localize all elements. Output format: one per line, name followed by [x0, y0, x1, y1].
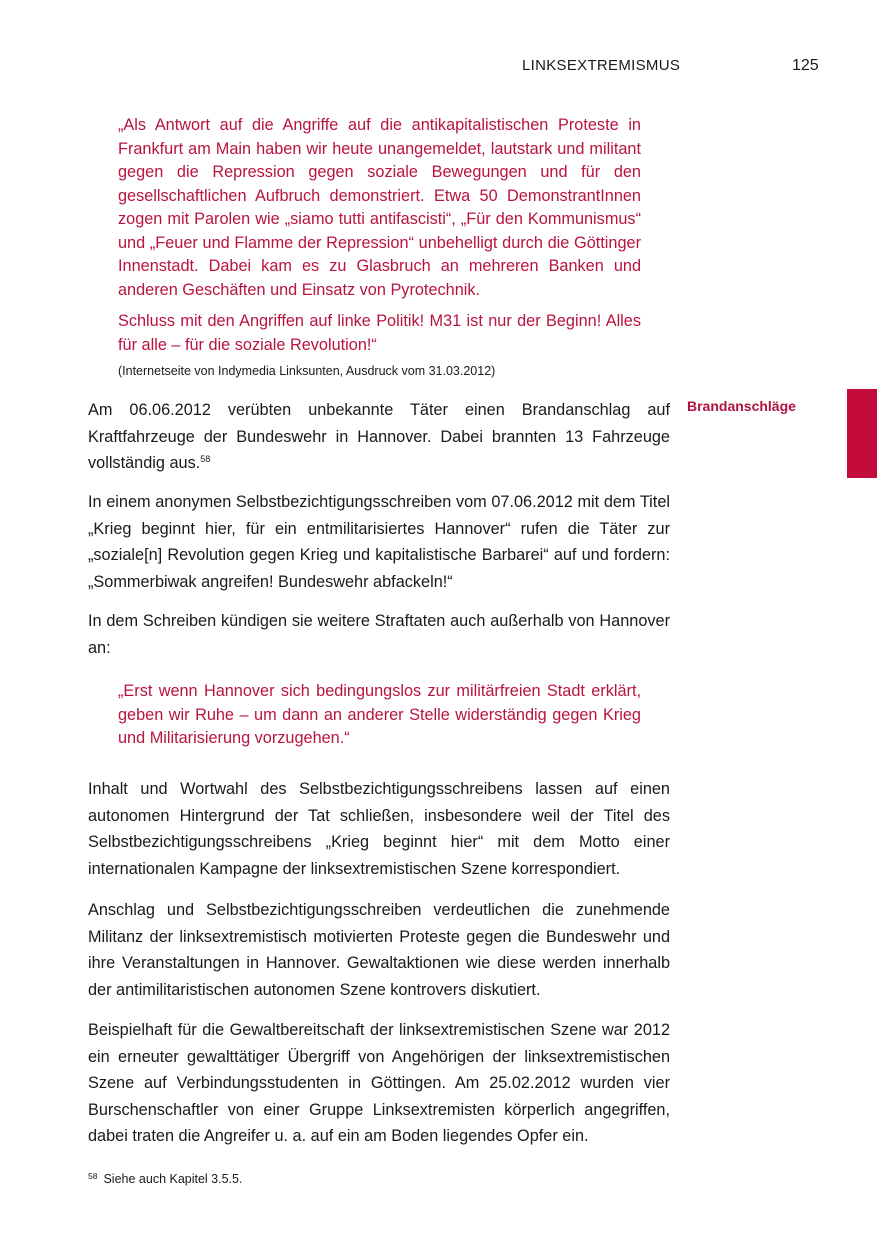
footnote-reference: 58	[200, 454, 211, 464]
body-paragraph	[88, 489, 670, 595]
chapter-side-tab	[847, 389, 877, 478]
paragraph-text: Beispielhaft für die Gewaltbereitschaft der linksextremistischen Szene war 2012 ein erneuter gewalttätiger Übergriff von Angehörigen der linksextremistischen Szene auf Verbindungsstudenten in Göttingen. Am 25.02.2012 wurden vier Burschenschaftler von einer Gruppe Linksextremisten körperlich angegriffen, dabei traten die Angreifer u. a. auf ein am Boden liegendes Opfer ein.	[88, 1021, 670, 1145]
quote-paragraph: „Als Antwort auf die Angriffe auf die antikapitalistischen Proteste in Frankfurt am Main haben wir heute unangemeldet, lautstark und militant gegen die Repression gegen soziale Bewegungen und für den gesellschaftlichen Aufbruch demonstriert. Etwa 50 DemonstrantInnen zogen mit Parolen wie „siamo tutti antifascisti“, „Für den Kommunismus“ und „Feuer und Flamme der Repression“ unbehelligt durch die Göttinger Innenstadt. Dabei kam es zu Glasbruch an mehreren Banken und anderen Geschäften und Einsatz von Pyrotechnik.	[118, 116, 641, 299]
paragraph-text: In dem Schreiben kündigen sie weitere Straftaten auch außerhalb von Hannover an:	[88, 612, 670, 657]
margin-label-brandanschlaege: Brandanschläge	[687, 398, 796, 414]
footnote-text: Siehe auch Kapitel 3.5.5.	[103, 1172, 243, 1186]
body-paragraph	[88, 608, 670, 661]
paragraph-text: In einem anonymen Selbstbezichtigungsschreiben vom 07.06.2012 mit dem Titel „Krieg beginnt hier, für ein entmilitarisiertes Hannover“ rufen die Täter zur „soziale[n] Revolution gegen Krieg und kapitalistische Barbarei“ auf und fordern: „Sommerbiwak angreifen! Bundeswehr abfackeln!“	[88, 493, 670, 591]
running-head-title: LINKSEXTREMISMUS	[522, 57, 681, 74]
quote-paragraph: „Erst wenn Hannover sich bedingungslos zur militärfreien Stadt erklärt, geben wir Ruhe – um dann an anderer Stelle widerständig gegen Krieg und Militarisierung vorzugehen.“	[118, 682, 641, 747]
footnote-number: 58	[88, 1171, 98, 1181]
quote-block-hannover	[118, 680, 641, 751]
footnote	[88, 1171, 242, 1186]
paragraph-text: Inhalt und Wortwahl des Selbstbezichtigungsschreibens lassen auf einen autonomen Hintergrund der Tat schließen, insbesondere weil der Titel des Selbstbezichtigungsschreibens „Krieg beginnt hier“ mit dem Motto einer internationalen Kampagne der linksextremistischen Szene korrespondiert.	[88, 780, 670, 878]
body-paragraph	[88, 397, 670, 477]
quote-source-citation: (Internetseite von Indymedia Linksunten, Ausdruck vom 31.03.2012)	[118, 364, 496, 378]
body-paragraph	[88, 897, 670, 1003]
quote-paragraph: Schluss mit den Angriffen auf linke Politik! M31 ist nur der Beginn! Alles für alle – für die soziale Revolution!“	[118, 312, 641, 354]
quote-block-indymedia	[118, 114, 641, 357]
paragraph-text: Anschlag und Selbstbezichtigungsschreiben verdeutlichen die zunehmende Militanz der linksextremistisch motivierten Proteste gegen die Bundeswehr und ihre Veranstaltungen in Hannover. Gewaltaktionen wie diese werden innerhalb der antimilitaristischen autonomen Szene kontrovers diskutiert.	[88, 901, 670, 999]
body-paragraph	[88, 776, 670, 882]
body-paragraph	[88, 1017, 670, 1150]
page-number: 125	[792, 57, 819, 74]
paragraph-text: Am 06.06.2012 verübten unbekannte Täter einen Brandanschlag auf Kraftfahrzeuge der Bundeswehr in Hannover. Dabei brannten 13 Fahrzeuge vollständig aus.	[88, 401, 670, 472]
